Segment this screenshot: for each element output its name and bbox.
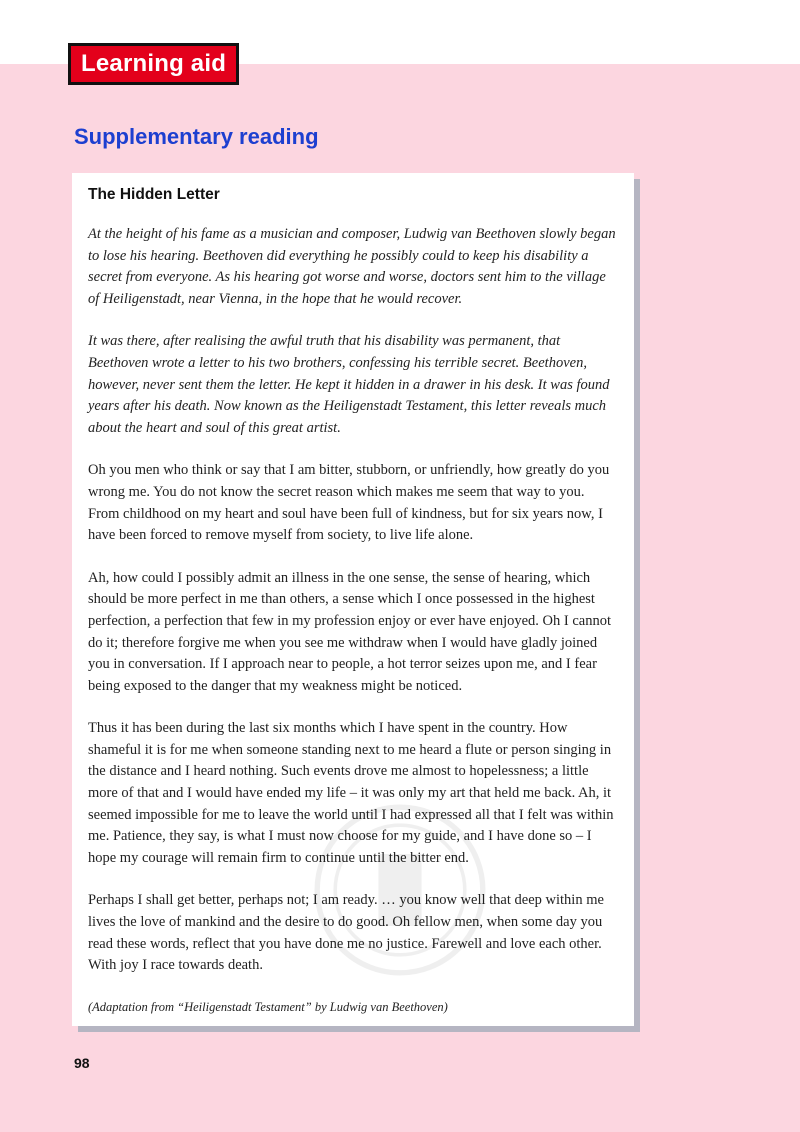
reading-card bbox=[72, 173, 634, 1026]
intro-paragraph: It was there, after realising the awful truth that his disability was permanent, that Beethoven wrote a letter to his two brothers, confessing his terrible secret. Beethoven, however, never sent them the letter. He kept it hidden in a drawer in his desk. It was found years after his death. Now known as the Heiligenstadt Testament, this letter reveals much about the heart and soul of this great artist. bbox=[88, 333, 610, 436]
card-title: The Hidden Letter bbox=[88, 186, 220, 203]
section-title: Supplementary reading bbox=[74, 124, 319, 149]
intro-paragraph: At the height of his fame as a musician and composer, Ludwig van Beethoven slowly began to lose his hearing. Beethoven did everything he possibly could to keep his disability a secret from everyone. As his hearing got worse and worse, doctors sent him to the village of Heiligenstadt, near Vienna, in the hope that he would recover. bbox=[88, 226, 616, 307]
source-citation: (Adaptation from “Heiligenstadt Testament” by Ludwig van Beethoven) bbox=[88, 999, 448, 1014]
letter-paragraph: Ah, how could I possibly admit an illness in the one sense, the sense of hearing, which should be more perfect in me than others, a sense which I once possessed in the highest perfection, a perfection that few in my profession enjoy or ever have enjoyed. Oh I cannot do it; therefore forgive me when you see me withdraw when I would have gladly joined you in conversation. If I approach near to people, a hot terror seizes upon me, and I fear being exposed to the danger that my weakness might be noticed. bbox=[88, 569, 612, 694]
page-number: 98 bbox=[74, 1055, 90, 1071]
letter-paragraph: Oh you men who think or say that I am bitter, stubborn, or unfriendly, how greatly do you wrong me. You do not know the secret reason which makes me seem that way to you. From childhood on my heart and soul have been full of kindness, but for six years now, I have been forced to remove myself from society, to live life alone. bbox=[88, 462, 610, 544]
learning-aid-label: Learning aid bbox=[71, 46, 236, 82]
letter-paragraph: Thus it has been during the last six months which I have spent in the country. How shameful it is for me when someone standing next to me heard a flute or person singing in the distance and I heard nothing. Such events drove me almost to hopelessness; a little more of that and I would have ended my life – it was only my art that held me back. Ah, it seemed impossible for me to leave the world until I had expressed all that I felt was within me. Patience, they say, is what I must now choose for my guide, and I have done so – I hope my courage will remain firm to continue until the bitter end. bbox=[88, 720, 614, 866]
learning-aid-tag bbox=[68, 43, 239, 85]
letter-paragraph: Perhaps I shall get better, perhaps not; I am ready. … you know well that deep within me lives the love of mankind and the desire to do good. Oh fellow men, when some day you read these words, reflect that you have done me no justice. Farewell and love each other. With joy I race towards death. bbox=[88, 892, 604, 974]
